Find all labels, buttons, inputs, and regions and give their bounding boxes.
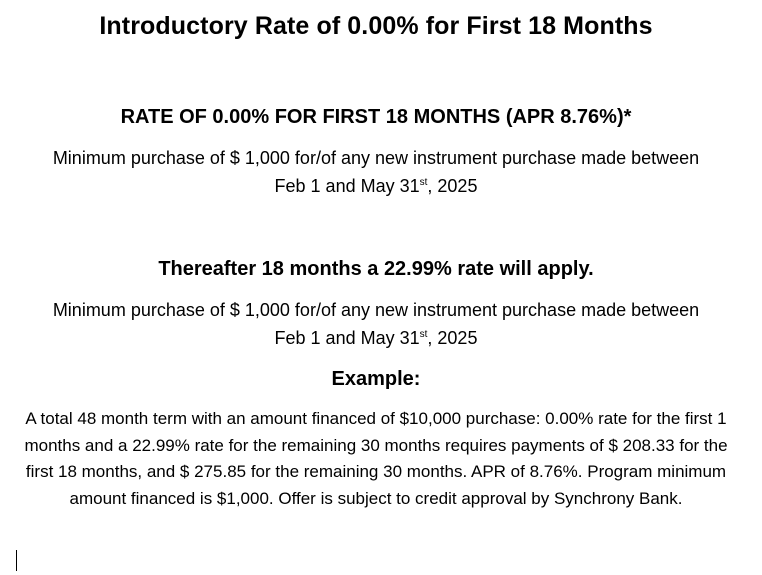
thereafter-rate-date-prefix: Feb 1 and May 31: [274, 328, 420, 348]
intro-rate-date-ordinal: st: [419, 177, 428, 188]
thereafter-rate-heading: Thereafter 18 months a 22.99% rate will apply.: [158, 258, 594, 280]
thereafter-rate-date-year: , 2025: [427, 328, 478, 348]
example-text: A total 48 month term with an amount financed of $10,000 purchase: 0.00% rate for the first 1 months and a 22.99% rate for the remaining 30 months requires payments of $ 208.33 for the first 18 months, and $ 275.85 for the remaining 30 months. APR of 8.76%. Program minimum amount financed is $1,000. Offer is subject to credit approval by Synchrony Bank.: [24, 409, 728, 508]
intro-rate-date-prefix: Feb 1 and May 31: [274, 176, 420, 196]
page-title: Introductory Rate of 0.00% for First 18 Months: [99, 12, 653, 40]
thereafter-rate-terms: [14, 296, 738, 352]
intro-rate-date-year: , 2025: [427, 176, 478, 196]
example-heading: Example:: [331, 368, 421, 390]
text-cursor[interactable]: [16, 550, 17, 571]
intro-rate-terms-line: Minimum purchase of $ 1,000 for/of any new instrument purchase made between: [52, 148, 700, 168]
thereafter-rate-terms-line: Minimum purchase of $ 1,000 for/of any new instrument purchase made between: [52, 300, 700, 320]
intro-rate-heading: RATE OF 0.00% FOR FIRST 18 MONTHS (APR 8.76%)*: [120, 106, 632, 128]
intro-rate-terms: [14, 144, 738, 200]
thereafter-rate-date-ordinal: st: [419, 329, 428, 340]
